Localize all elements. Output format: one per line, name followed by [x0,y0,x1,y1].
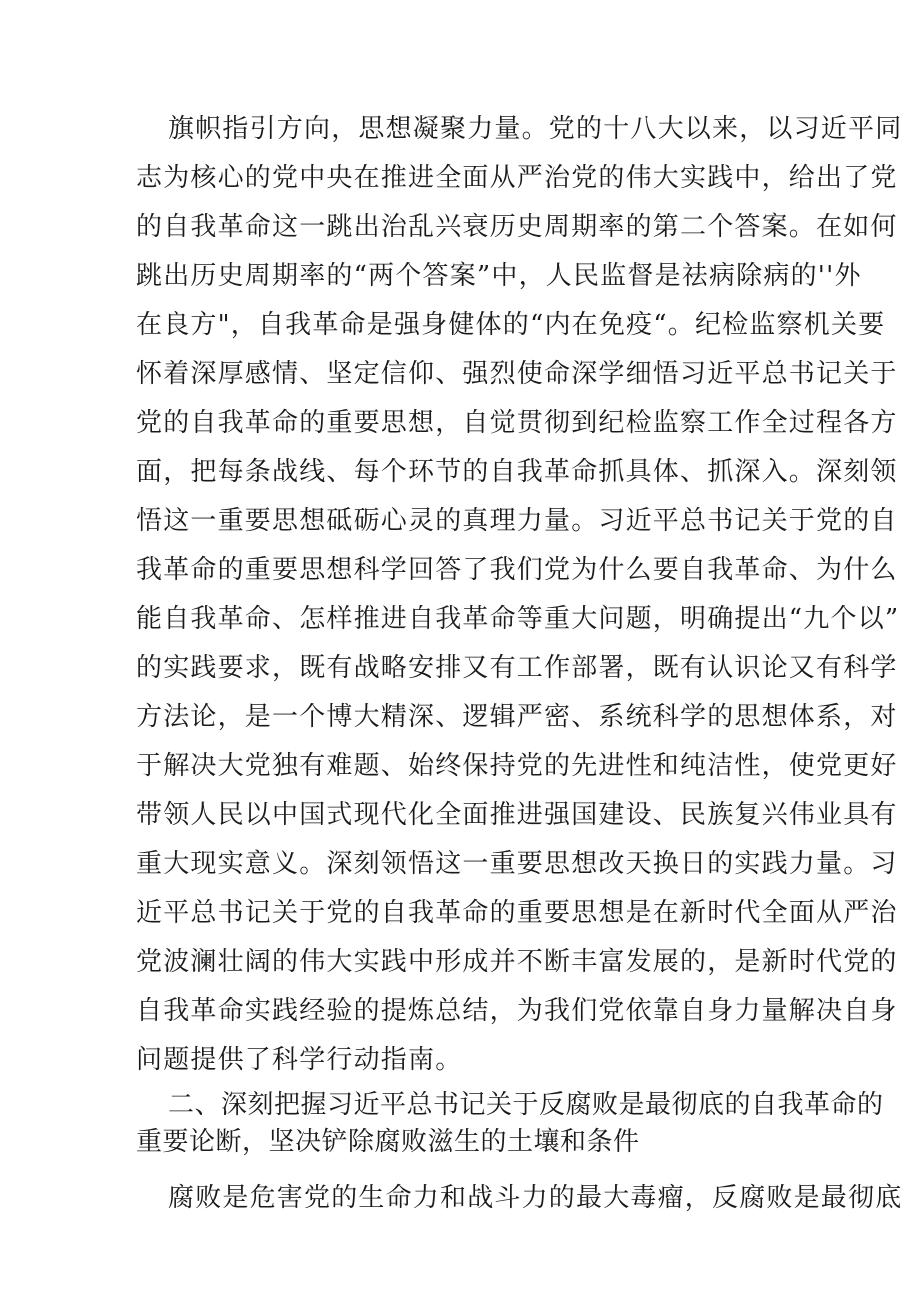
text-line: 方法论，是一个博大精深、逻辑严密、系统科学的思想体系，对 [136,702,898,732]
heading-line: 重要论断，坚决铲除腐败滋生的土壤和条件 [136,1127,640,1157]
text-line: 跳出历史周期率的“两个答案”中，人民监督是祛病除病的''外 [136,261,862,291]
text-line: 能自我革命、怎样推进自我革命等重大问题，明确提出“九个以” [136,604,900,634]
text-line: 的自我革命这一跳出治乱兴衰历史周期率的第二个答案。在如何 [136,212,898,242]
text-line: 于解决大党独有难题、始终保持党的先进性和纯洁性，使党更好 [136,751,898,781]
text-line: 重大现实意义。深刻领悟这一重要思想改天换日的实践力量。习 [136,849,898,879]
text-line: 在良方"，自我革命是强身健体的“内在免疫“。纪检监察机关要 [136,310,886,340]
text-line: 带领人民以中国式现代化全面推进强国建设、民族复兴伟业具有 [136,800,898,830]
text-line: 党波澜壮阔的伟大实践中形成并不断丰富发展的，是新时代党的 [136,947,898,977]
text-line: 党的自我革命的重要思想，自觉贯彻到纪检监察工作全过程各方 [136,408,898,438]
text-line: 旗帜指引方向，思想凝聚力量。党的十八大以来，以习近平同 [168,114,903,144]
text-line: 我革命的重要思想科学回答了我们党为什么要自我革命、为什么 [136,555,898,585]
text-line: 近平总书记关于党的自我革命的重要思想是在新时代全面从严治 [136,898,898,928]
text-line: 问题提供了科学行动指南。 [136,1045,463,1075]
text-line: 腐败是危害党的生命力和战斗力的最大毒瘤，反腐败是最彻底 [168,1183,903,1213]
text-line: 怀着深厚感情、坚定信仰、强烈使命深学细悟习近平总书记关于 [136,359,898,389]
text-line: 志为核心的党中央在推进全面从严治党的伟大实践中，给出了党 [136,163,898,193]
text-line: 悟这一重要思想砥砺心灵的真理力量。习近平总书记关于党的自 [136,506,898,536]
text-line: 自我革命实践经验的提炼总结，为我们党依靠自身力量解决自身 [136,996,898,1026]
text-line: 的实践要求，既有战略安排又有工作部署，既有认识论又有科学 [136,653,898,683]
heading-line: 二、深刻把握习近平总书记关于反腐败是最彻底的自我革命的 [168,1090,884,1120]
text-line: 面，把每条战线、每个环节的自我革命抓具体、抓深入。深刻领 [136,457,898,487]
